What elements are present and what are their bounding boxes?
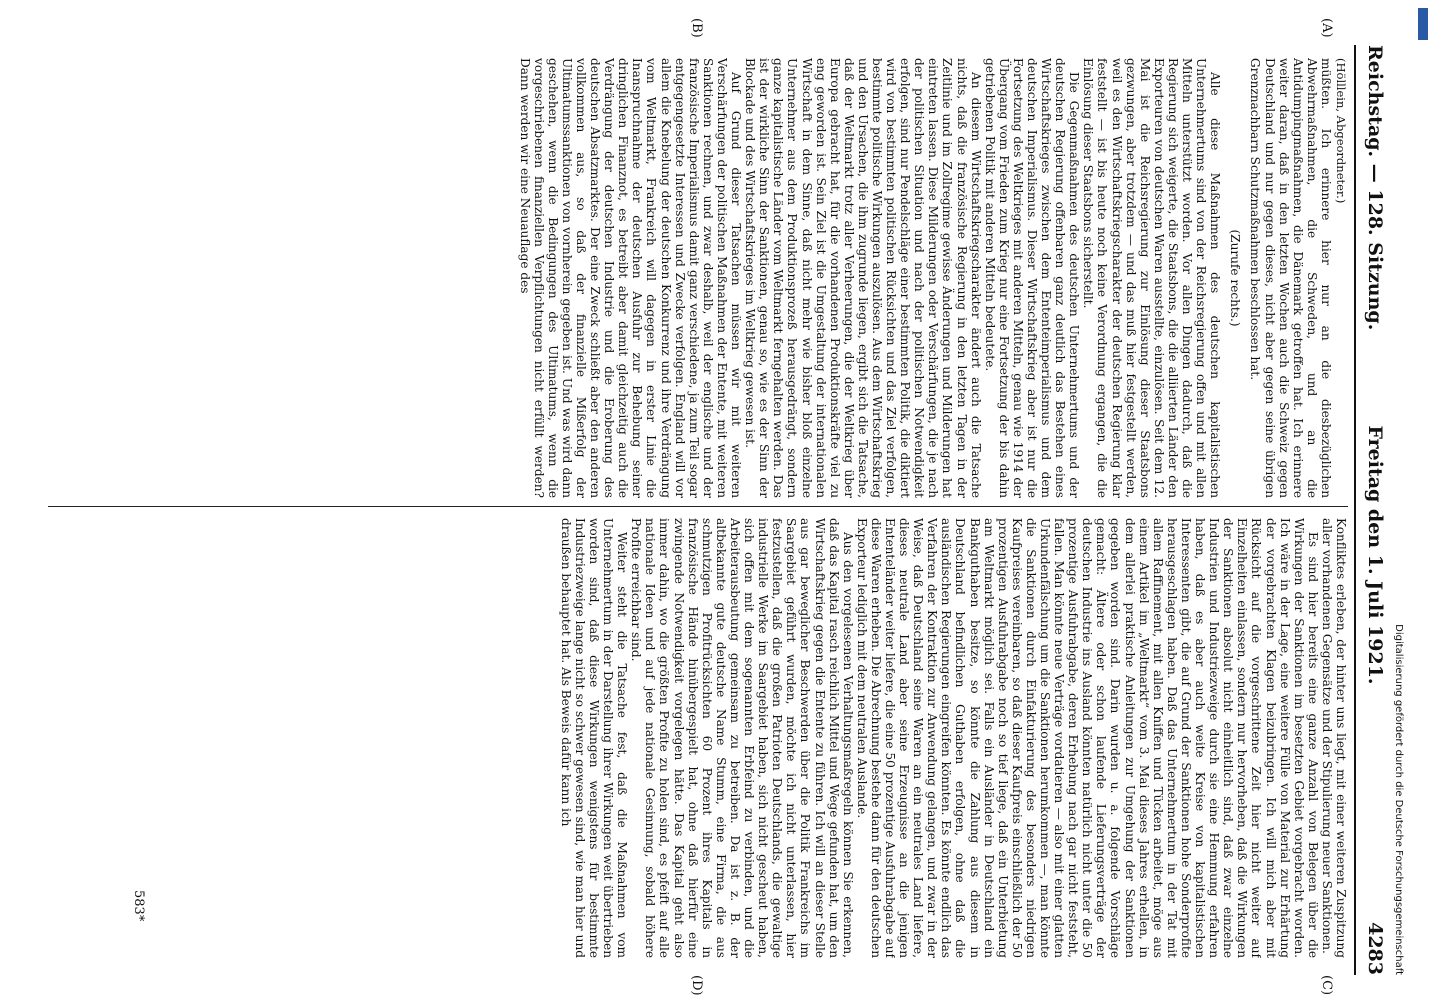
page-signature: 583*	[131, 890, 146, 922]
paragraph: Alle diese Maßnahmen des deutschen kapitalistischen Unternehmertums sind von der Reichsregierung offen und mit allen Mitteln unterstützt worden. Vor allen Dingen dadurch, daß die Regierung sich weigerte, die Staatsbons, die die alliierten Länder den Exporteuren von deutschen Waren ausstellte, einzulösen. Seit dem 12. Mai ist die Reichsregierung zur Einlösung dieser Staatsbons gezwungen, aber trotzdem — und das muß hier festgestellt werden, weil es den Wirtschaftskriegscharakter der deutschen Regierung klar feststellt — ist bis heute noch keine Verordnung ergangen, die die Einlösung dieser Staatsbons sicherstellt.	[1081, 58, 1223, 498]
header-date: Freitag den 1. Juli 1921.	[1364, 425, 1386, 685]
left-column	[52, 58, 1348, 498]
paragraph: Aus den vorgelesenen Verhaltungsmaßregeln können Sie erkennen, daß das Kapital rasch reichlich Mittel und Wege gefunden hat, um den Wirtschaftskrieg gegen die Entente zu führen. Ich will an dieser Stelle aus gar beweglicher Beschwerden über die Politik Frankreichs im Saargebiet geführt wurden, möchte ich nicht unterlassen, hier festzustellen, daß die großen Patrioten Deutschlands, die gewaltige industrielle Werke im Saargebiet haben, sich nicht gescheut haben, sich offen mit dem sogenannten Erbfeind zu verbinden, und die Arbeiterausbeutung gemeinsam zu betreiben. Da ist z. B. der altbekannte gute deutsche Name Stumm, eine Firma, die aus schmutzigen Profitrücksichten 60 Prozent ihres Kapitals in französische Hände hinübergespielt hat, ohne daß hierfür eine zwingende Notwendigkeit vorgelegen hätte. Das Kapital geht also immer dahin, wo die größten Profite zu holen sind, es pfeift auf alle nationale Ideen und auf jede nationale Gesinnung, sobald höhere Profite erreichbar sind.	[629, 518, 855, 958]
paragraph: Die Gegenmaßnahmen des deutschen Unternehmertums und der deutschen Regierung offenbaren ganz deutlich das Bestehen eines Wirtschaftskrieges zwischen dem Ententeimperialismus und dem deutschen Imperialismus. Dieser Wirtschaftskrieg aber ist nur die Fortsetzung des Weltkrieges mit anderen Mitteln, genau wie 1914 der Übergang vom Frieden zum Krieg nur eine Fortsetzung der bis dahin getriebenen Politik mit anderen Mitteln bedeutete.	[982, 58, 1082, 498]
margin-marker-a: (A)	[1319, 18, 1334, 38]
margin-marker-b: (B)	[689, 18, 704, 38]
paragraph: An diesem Wirtschaftskriegscharakter ändert auch die Tatsache nichts, daß die französische Regierung in den letzten Tagen in der Zeitlinie und im Zollregime gewisse Änderungen und Milderungen hat eintreten lassen. Diese Milderungen oder Verschärfungen, die je nach der politischen Situation und nach der politischen Notwendigkeit erfolgen, sind nur Pendelschläge einer bestimmten Politik, die diktiert wird von bestimmten politischen Rücksichten und das Ziel verfolgen, bestimmte politische Wirkungen auszulösen. Aus dem Wirtschaftskrieg und den Ursachen, die ihm zugrunde liegen, ergibt sich die Tatsache, daß der Weltmarkt trotz aller Verheerungen, die der Weltkrieg über Europa gebracht hat, für die vorhandenen Produktionskräfte viel zu eng geworden ist. Sein Ziel ist die Umgestaltung der internationalen Wirtschaft in dem Sinne, daß nicht mehr wie bisher bloß einzelne Unternehmer aus dem Produktionsprozeß herausgedrängt, sondern ganze kapitalistische Länder vom Weltmarkt ferngehalten werden. Das ist der wirkliche Sinn der Sanktionen, genau so, wie es der Sinn der Blockade und des Wirtschaftskrieges im Weltkrieg gewesen ist.	[743, 58, 983, 498]
digitization-credit	[1390, 15, 1406, 975]
paragraph: Auf Grund dieser Tatsachen müssen wir mit weiteren Verschärfungen der politischen Maßnahmen der Entente, mit weiteren Sanktionen rechnen, und zwar deshalb, weil der englische und der französische Imperialismus damit ganz verschiedene, ja zum Teil sogar entgegengesetzte Interessen und Zwecke verfolgen. England will vor allem die Knebelung der deutschen Konkurrenz und ihre Verdrängung vom Weltmarkt, Frankreich will dagegen in erster Linie die Inanspruchnahme der deutschen Ausfuhr zur Behebung seiner dringlichen Finanznot, es betreibt aber damit gleichzeitig auch die Verdrängung der deutschen Industrie und die Eroberung des deutschen Absatzmarktes. Der eine Zweck schließt aber den anderen vollkommen aus, so daß der finanzielle Mißerfolg der Ultimatumssanktionen von vornherein gegeben ist. Und was wird dann geschehen, wenn die Bedingungen des Ultimatums, wenn die vorgeschriebenen finanziellen Verpflichtungen nicht erfüllt werden? Dann werden wir eine Neuauflage des	[517, 58, 744, 498]
paragraph: müßten. Ich erinnere hier nur an die diesbezüglichen Abwehrmaßnahmen, die Schweden, und an die Antidumpingmaßnahmen, die Dänemark getroffen hat. Ich erinnere weiter daran, daß in den letzten Wochen auch die Schweiz gegen Deutschland und nur gegen dieses, nicht aber gegen seine übrigen Grenznachbarn Schutzmaßnahmen beschlossen hat.	[1248, 58, 1333, 498]
credit-text: Digitalisierung gefördert durch die Deutsche Forschungsgemeinschaft	[1393, 624, 1404, 975]
column-divider	[48, 506, 1348, 507]
right-column	[153, 518, 1348, 958]
header-page-number: 4283	[1364, 922, 1386, 975]
running-header	[1360, 45, 1386, 975]
header-rule	[1354, 45, 1356, 975]
paragraph: Konfliktes erleben, der hinter uns liegt, mit einer weiteren Zuspitzung aller vorhandenen Gegensätze und der Stipulierung neuer Sanktionen.	[1319, 518, 1348, 958]
margin-marker-d: (D)	[689, 975, 704, 996]
dfg-logo	[1418, 8, 1428, 40]
header-left: Reichstag. — 128. Sitzung.	[1364, 45, 1386, 331]
paragraph: Weiter steht die Tatsache fest, daß die Maßnahmen vom Unternehmertum in der Darstellung ihrer Wirkungen weit übertrieben worden sind, daß diese Wirkungen wenigstens für bestimmte Industriezweige lange nicht so schwer gewesen sind, wie man hier und draußen behauptet hat. Als Beweis dafür kann ich	[558, 518, 630, 958]
margin-marker-c: (C)	[1319, 975, 1334, 996]
interjection: (Zurufe rechts.)	[1228, 229, 1243, 327]
paragraph: Es sind hier bereits eine ganze Anzahl von Belegen über die Wirkungen der Sanktionen im besetzten Gebiet vorgebracht worden. Ich wäre in der Lage, eine weitere Fülle von Material zur Erhärtung der vorgebrachten Klagen beizubringen. Ich will mich aber mit Rücksicht auf die vorgeschrittene Zeit hier nicht weiter auf Einzelheiten einlassen, sondern nur hervorheben, daß die Wirkungen der Sanktionen absolut nicht einheitlich sind, daß zwar einzelne Industrien und Industriezweige durch sie eine Hemmung erfahren haben, daß es aber auch weite Kreise von kapitalistischen Interessenten gibt, die auf Grund der Sanktionen hohe Sonderprofite herausgeschlagen haben. Daß das Unternehmertum in der Tat mit allem Raffinement, mit allen Kniffen und Tücken arbeitet, möge aus einem Artikel im „Weltmarkt“ vom 3. Mai dieses Jahres erhellen, in dem allerlei praktische Anleitungen zur Umgehung der Sanktionen gegeben worden sind. Darin wurden u. a. folgende Vorschläge gemacht: Ältere oder schon laufende Lieferungsverträge der deutschen Industrie ins Ausland könnten natürlich nicht unter die 50 prozentige Ausfuhrabgabe, deren Erhebung nach gar nicht feststeht, fallen. Man könnte neue Verträge vordatieren — also mit einer glatten Urkundenfälschung um die Sanktionen herumkommen —, man könnte die Sanktionen durch Einfakturierung des besonders niedrigen Kaufpreises vereinbaren, so daß dieser Kaufpreis einschließlich der 50 prozentigen Ausfuhrabgabe noch so tief liege, daß ein Unterbietung am Weltmarkt möglich sei. Falls ein Ausländer in Deutschland ein Bankguthaben besitze, so könnte die Zahlung aus diesem in Deutschland befindlichen Guthaben erfolgen, ohne daß die ausländischen Regierungen eingreifen könnten. Es könnte endlich das Verfahren der Kontraktion zur Anwendung gelangen, und zwar in der Weise, daß Deutschland seine Waren an ein neutrales Land liefere, dieses neutrale Land aber seine Erzeugnisse an die jenigen Ententeländer weiter liefere, die eine 50 prozentige Ausfuhrabgabe auf diese Waren erheben. Die Abrechnung bestehe dann für den deutschen Exporteur lediglich mit dem neutralen Auslande.	[854, 518, 1320, 958]
speaker-label: (Hölllein, Abgeordneter.)	[1334, 58, 1348, 204]
